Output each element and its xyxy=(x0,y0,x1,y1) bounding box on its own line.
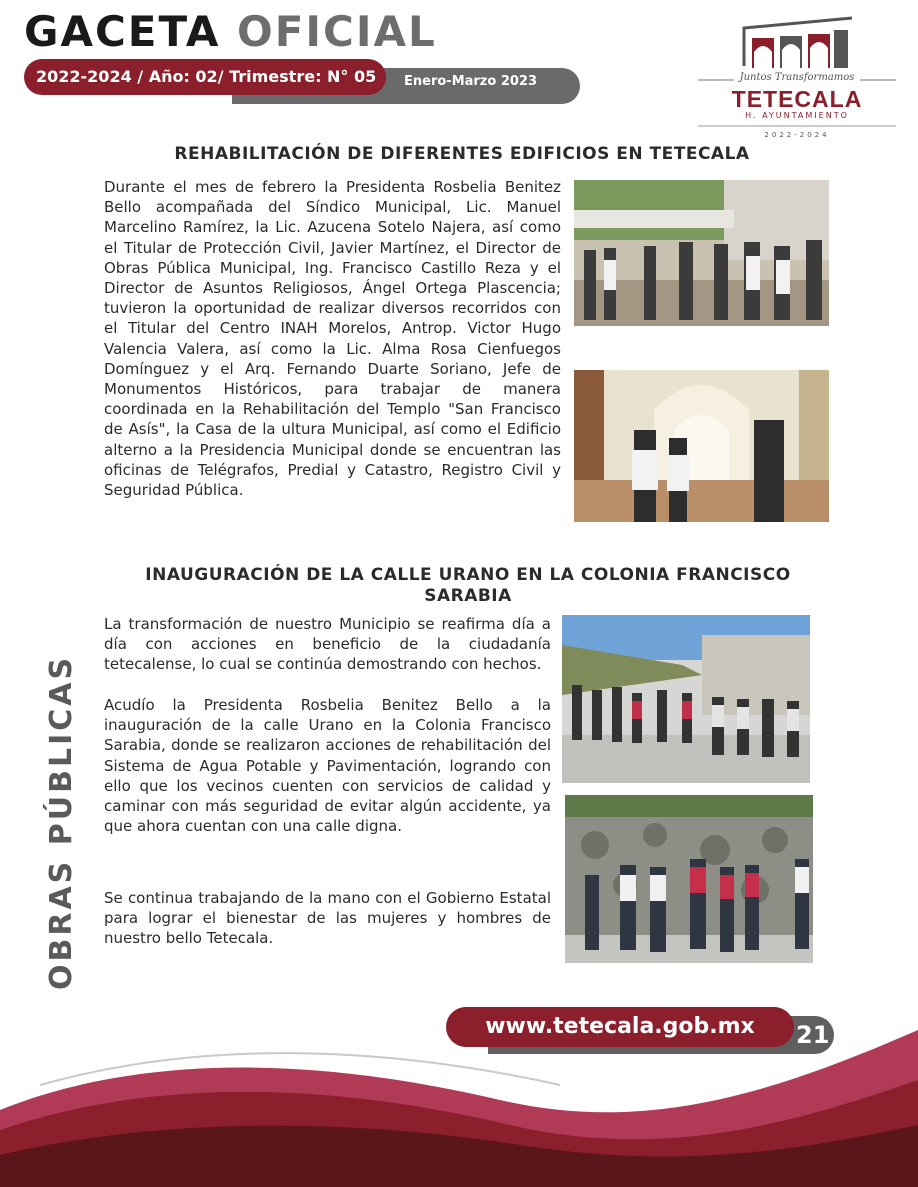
section2-para2: Acudío la Presidenta Rosbelia Benitez Bello a la inauguración de la calle Urano en la Colonia Francisco Sarabia, donde se realizaron acciones de rehabilitación del Sistema de Agua Potable y Pavimentación, logrando con ello que los vecinos cuenten con servicios de calidad y caminar con más seguridad de evitar algún accidente, ya que ahora cuentan con una calle digna. xyxy=(104,696,551,836)
section2-para3: Se continua trabajando de la mano con el Gobierno Estatal para lograr el bienestar de las mujeres y hombres de nuestro bello Tetecala. xyxy=(104,889,551,948)
logo-tagline: Juntos Transformamos xyxy=(739,72,855,83)
section1-body: Durante el mes de febrero la Presidenta Rosbelia Benitez Bello acompañada del Síndico Municipal, Lic. Manuel Marcelino Ramírez, la Lic. Azucena Sotelo Najera, así como el Titular de Protección Civil, Javier Martínez, el Director de Obras Pública Municipal, Ing. Francisco Castillo Reza y el Director de Asuntos Religiosos, Ángel Ortega Plascencia; tuvieron la oportunidad de realizar diversos recorridos con el Titular del Centro INAH Morelos, Antrop. Victor Hugo Valencia Valera, así como la Lic. Alma Rosa Cienfuegos Domínguez y el Arq. Fernando Duarte Soriano, Jefe de Monumentos Históricos, para trabajar de manera coordinada en la Rehabilitación del Templo "San Francisco de Asís", la Casa de la ultura Municipal, así como el Edificio alterno a la Presidencia Municipal donde se encuentran las oficinas de Telégrafos, Predial y Catastro, Registro Civil y Seguridad Pública. xyxy=(104,178,561,500)
website-link[interactable]: www.tetecala.gob.mx xyxy=(485,1014,755,1039)
photo-outdoor-meeting xyxy=(574,180,829,326)
gazette-title xyxy=(24,8,437,56)
photo-street-crowd xyxy=(562,615,810,783)
gazette-title-part1: GACETA xyxy=(24,7,221,56)
section2-para1: La transformación de nuestro Municipio se reafirma día a día con acciones en beneficio de la ciudadanía tetecalense, lo cual se continúa demostrando con hechos. xyxy=(104,615,551,674)
section1-title: REHABILITACIÓN DE DIFERENTES EDIFICIOS EN TETECALA xyxy=(174,144,750,164)
logo-name: TETECALA xyxy=(731,86,863,112)
section2-title: INAUGURACIÓN DE LA CALLE URANO EN LA COLONIA FRANCISCO SARABIA xyxy=(145,565,791,606)
page-number: 21 xyxy=(796,1021,830,1049)
section-side-label: OBRAS PÚBLICAS xyxy=(44,654,79,990)
gazette-title-part2: OFICIAL xyxy=(237,7,437,56)
issue-badge: 2022-2024 / Año: 02/ Trimestre: N° 05 xyxy=(24,59,386,95)
photo-wall-group xyxy=(565,795,813,963)
logo-years: 2022-2024 xyxy=(764,131,830,139)
logo-subtitle: H. AYUNTAMIENTO xyxy=(745,111,849,120)
photo-church-interior xyxy=(574,370,829,522)
period-label: Enero-Marzo 2023 xyxy=(404,74,538,89)
